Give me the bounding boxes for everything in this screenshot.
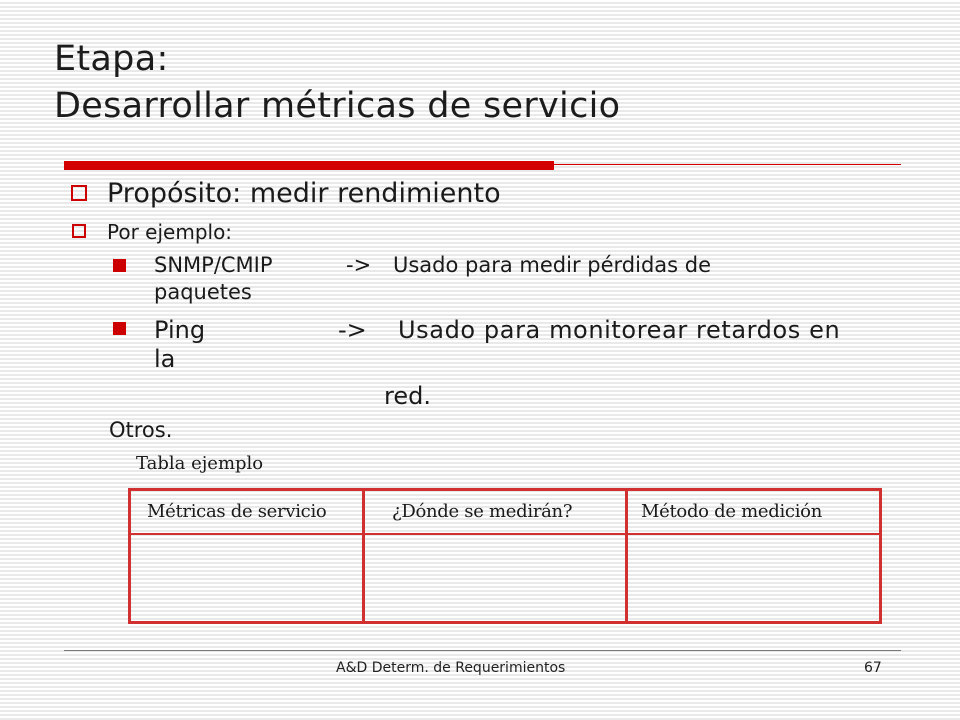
ping-arrow: -> [338,316,367,344]
slide-title-line-1: Etapa: [54,39,169,79]
table-row [131,535,879,621]
otros-text: Otros. [109,418,173,442]
title-underline-accent [64,161,554,170]
filled-square-bullet-icon [113,259,126,272]
hollow-square-bullet-icon [72,224,86,238]
bullet-proposito: Propósito: medir rendimiento [107,178,501,209]
hollow-square-bullet-icon [71,185,87,201]
filled-square-bullet-icon [113,322,126,335]
ping-label: Ping [154,316,206,344]
snmp-description: Usado para medir pérdidas de [393,253,712,277]
example-table [128,488,882,624]
snmp-label: SNMP/CMIP [154,253,273,277]
ping-description-continuation: la [154,345,176,373]
table-header-donde: ¿Dónde se medirán? [392,501,573,522]
table-caption: Tabla ejemplo [136,453,264,474]
table-header-metricas: Métricas de servicio [147,501,327,522]
page-number: 67 [864,660,882,676]
slide-title [54,36,620,130]
title-underline-thin [554,164,901,165]
ping-description-red: red. [384,382,431,410]
snmp-description-continuation: paquetes [154,280,252,304]
bullet-por-ejemplo: Por ejemplo: [107,220,233,244]
slide-title-line-2: Desarrollar métricas de servicio [54,86,621,126]
footer-title: A&D Determ. de Requerimientos [336,660,566,676]
snmp-arrow: -> [346,253,372,277]
ping-description: Usado para monitorear retardos en [398,316,841,344]
footer-divider [64,650,901,651]
table-header-metodo: Método de medición [641,501,822,522]
